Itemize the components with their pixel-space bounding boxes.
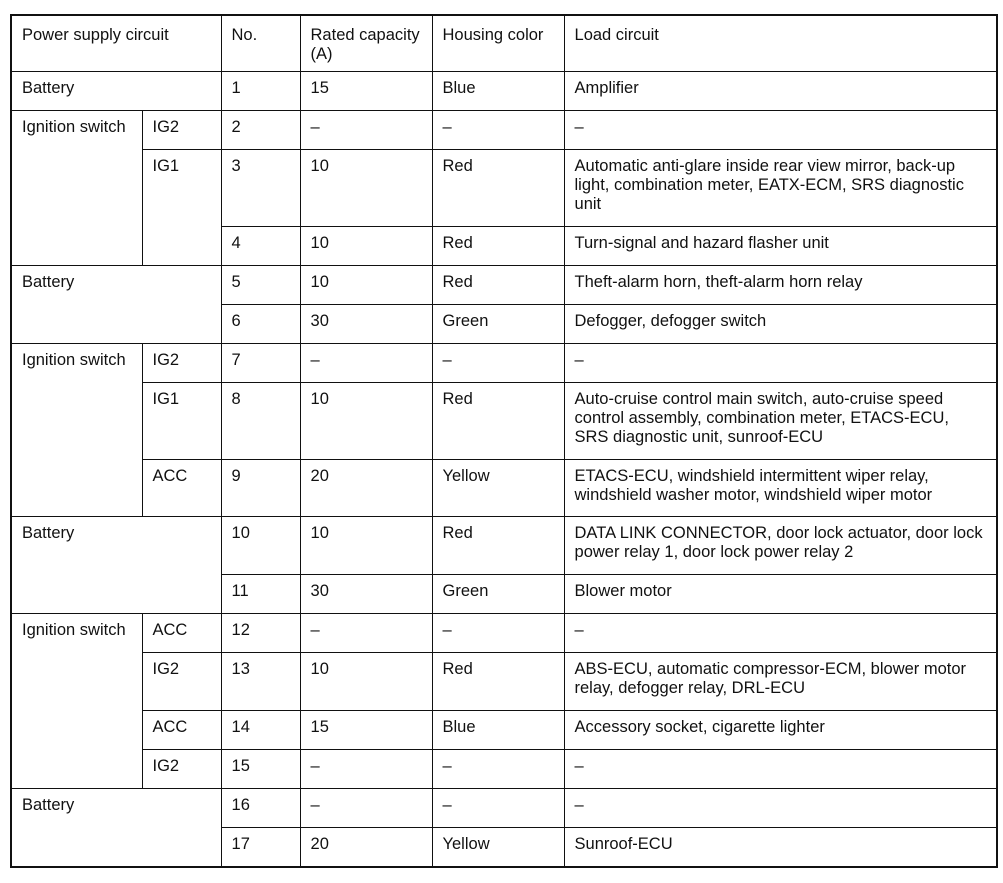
rated-capacity: – — [300, 110, 432, 149]
load-circuit: – — [564, 343, 997, 382]
header-power-supply: Power supply circuit — [11, 15, 221, 71]
rated-capacity: 10 — [300, 516, 432, 574]
housing-color: – — [432, 613, 564, 652]
housing-color: Yellow — [432, 827, 564, 867]
fuse-number: 16 — [221, 788, 300, 827]
load-circuit: Auto-cruise control main switch, auto-cruise speed control assembly, combination meter, ETACS-ECU, SRS diagnostic unit, sunroof-ECU — [564, 382, 997, 459]
ignition-position: IG2 — [142, 749, 221, 788]
ignition-position: IG2 — [142, 652, 221, 710]
rated-capacity: – — [300, 788, 432, 827]
housing-color: Red — [432, 516, 564, 574]
header-no: No. — [221, 15, 300, 71]
fuse-number: 8 — [221, 382, 300, 459]
rated-capacity: 30 — [300, 574, 432, 613]
ignition-position: IG2 — [142, 343, 221, 382]
load-circuit: Theft-alarm horn, theft-alarm horn relay — [564, 265, 997, 304]
ignition-position: IG1 — [142, 149, 221, 265]
housing-color: Green — [432, 304, 564, 343]
rated-capacity: 10 — [300, 652, 432, 710]
table-row — [11, 265, 997, 304]
ignition-position: ACC — [142, 710, 221, 749]
fuse-number: 11 — [221, 574, 300, 613]
table-row — [11, 788, 997, 827]
fuse-number: 9 — [221, 459, 300, 516]
table-row — [11, 516, 997, 574]
housing-color: – — [432, 749, 564, 788]
housing-color: Green — [432, 574, 564, 613]
fuse-number: 7 — [221, 343, 300, 382]
load-circuit: – — [564, 110, 997, 149]
fuse-number: 10 — [221, 516, 300, 574]
housing-color: Red — [432, 265, 564, 304]
fuse-number: 4 — [221, 226, 300, 265]
power-supply-group: Ignition switch — [11, 613, 142, 788]
fuse-number: 3 — [221, 149, 300, 226]
power-supply-group: Battery — [11, 71, 221, 110]
rated-capacity: 20 — [300, 459, 432, 516]
ignition-position: ACC — [142, 459, 221, 516]
housing-color: Red — [432, 226, 564, 265]
table-row — [11, 613, 997, 652]
rated-capacity: 15 — [300, 71, 432, 110]
load-circuit: – — [564, 613, 997, 652]
fuse-number: 2 — [221, 110, 300, 149]
fuse-number: 13 — [221, 652, 300, 710]
power-supply-group: Battery — [11, 265, 221, 343]
rated-capacity: 30 — [300, 304, 432, 343]
housing-color: Blue — [432, 710, 564, 749]
housing-color: – — [432, 110, 564, 149]
fuse-number: 15 — [221, 749, 300, 788]
housing-color: Red — [432, 149, 564, 226]
load-circuit: Defogger, defogger switch — [564, 304, 997, 343]
housing-color: – — [432, 788, 564, 827]
load-circuit: – — [564, 788, 997, 827]
housing-color: – — [432, 343, 564, 382]
header-row — [11, 15, 997, 71]
housing-color: Red — [432, 382, 564, 459]
load-circuit: Amplifier — [564, 71, 997, 110]
table-row — [11, 749, 997, 788]
power-supply-group: Battery — [11, 516, 221, 613]
fuse-number: 14 — [221, 710, 300, 749]
rated-capacity: 15 — [300, 710, 432, 749]
rated-capacity: – — [300, 343, 432, 382]
ignition-position: IG1 — [142, 382, 221, 459]
ignition-position: IG2 — [142, 110, 221, 149]
rated-capacity: 10 — [300, 265, 432, 304]
housing-color: Blue — [432, 71, 564, 110]
rated-capacity: 20 — [300, 827, 432, 867]
power-supply-group: Ignition switch — [11, 110, 142, 265]
fuse-number: 6 — [221, 304, 300, 343]
power-supply-group: Battery — [11, 788, 221, 867]
load-circuit: Accessory socket, cigarette lighter — [564, 710, 997, 749]
rated-capacity: 10 — [300, 226, 432, 265]
housing-color: Yellow — [432, 459, 564, 516]
ignition-position: ACC — [142, 613, 221, 652]
load-circuit: Blower motor — [564, 574, 997, 613]
load-circuit: – — [564, 749, 997, 788]
load-circuit: Automatic anti-glare inside rear view mirror, back-up light, combination meter, EATX-ECM, SRS diagnostic unit — [564, 149, 997, 226]
fuse-table — [10, 14, 998, 868]
header-housing-color: Housing color — [432, 15, 564, 71]
rated-capacity: 10 — [300, 382, 432, 459]
rated-capacity: – — [300, 613, 432, 652]
table-row — [11, 110, 997, 149]
table-row — [11, 652, 997, 710]
fuse-number: 17 — [221, 827, 300, 867]
load-circuit: ETACS-ECU, windshield intermittent wiper relay, windshield washer motor, windshield wiper motor — [564, 459, 997, 516]
load-circuit: Turn-signal and hazard flasher unit — [564, 226, 997, 265]
fuse-number: 1 — [221, 71, 300, 110]
table-row — [11, 710, 997, 749]
load-circuit: ABS-ECU, automatic compressor-ECM, blower motor relay, defogger relay, DRL-ECU — [564, 652, 997, 710]
table-row — [11, 459, 997, 516]
load-circuit: Sunroof-ECU — [564, 827, 997, 867]
power-supply-group: Ignition switch — [11, 343, 142, 516]
fuse-number: 5 — [221, 265, 300, 304]
table-row — [11, 149, 997, 226]
table-row — [11, 71, 997, 110]
header-load-circuit: Load circuit — [564, 15, 997, 71]
load-circuit: DATA LINK CONNECTOR, door lock actuator, door lock power relay 1, door lock power relay 2 — [564, 516, 997, 574]
fuse-number: 12 — [221, 613, 300, 652]
rated-capacity: – — [300, 749, 432, 788]
table-row — [11, 343, 997, 382]
rated-capacity: 10 — [300, 149, 432, 226]
housing-color: Red — [432, 652, 564, 710]
header-rated-capacity: Rated capacity (A) — [300, 15, 432, 71]
table-row — [11, 382, 997, 459]
